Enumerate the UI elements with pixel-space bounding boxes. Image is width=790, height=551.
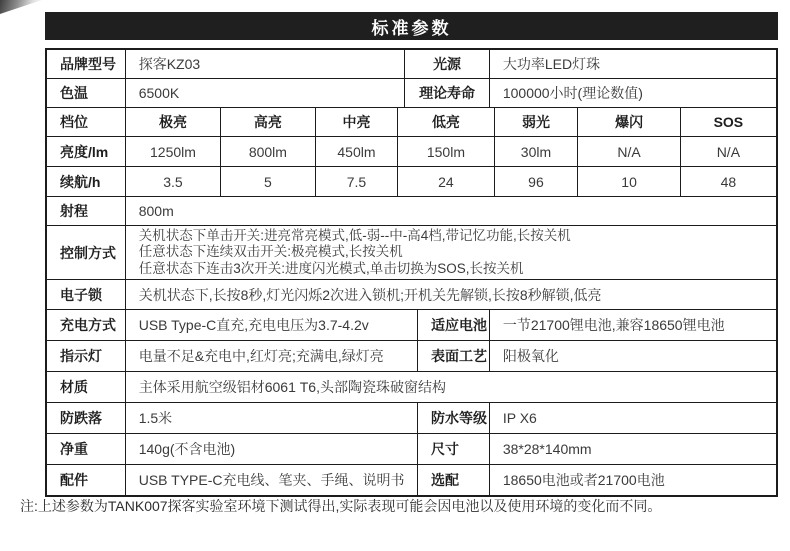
row-brand-and-source: [47, 50, 776, 79]
accessories-value: USB TYPE-C充电线、笔夹、手绳、说明书: [126, 465, 418, 495]
weight-value: 140g(不含电池): [126, 434, 418, 464]
modes-label: 档位: [47, 108, 126, 136]
mode-header-cell: SOS: [713, 114, 744, 130]
battery-label: 适应电池: [418, 310, 490, 340]
row-weight-and-size: [47, 434, 776, 465]
range-value: 800m: [138, 203, 174, 219]
row-drop-and-waterproof: [47, 403, 776, 434]
brightness-cell: 800lm: [221, 137, 315, 166]
brightness-cell: N/A: [716, 143, 741, 160]
runtime-cell: 7.5: [316, 167, 399, 196]
control-line-3: 任意状态下连击3次开关:进度闪光模式,单击切换为SOS,长按关机: [138, 260, 524, 276]
mode-header-cell: 高亮: [221, 108, 315, 136]
waterproof-value: IP X6: [502, 410, 537, 426]
brand-model-label: 品牌型号: [47, 50, 126, 78]
mode-header-cell: 弱光: [495, 108, 579, 136]
row-indicator-and-finish: [47, 341, 776, 372]
page-title: 标准参数: [371, 18, 452, 38]
weight-label: 净重: [47, 434, 126, 464]
optional-value: 18650电池或者21700电池: [502, 472, 665, 488]
row-control: [47, 226, 776, 280]
finish-value: 阳极氧化: [502, 348, 559, 364]
size-value: 38*28*140mm: [502, 441, 592, 457]
page-curl-decoration: [0, 0, 42, 14]
control-value: [126, 226, 776, 279]
spec-table: [45, 48, 778, 497]
indicator-value: 电量不足&充电中,红灯亮;充满电,绿灯亮: [126, 341, 418, 371]
brightness-cell: N/A: [578, 137, 680, 166]
lifespan-value: 100000小时(理论数值): [502, 85, 643, 101]
charge-label: 充电方式: [47, 310, 126, 340]
accessories-label: 配件: [47, 465, 126, 495]
brightness-cell: 1250lm: [126, 137, 221, 166]
control-label: 控制方式: [47, 226, 126, 279]
runtime-cell: 3.5: [126, 167, 221, 196]
row-lock: [47, 280, 776, 310]
row-runtime: [47, 167, 776, 197]
light-source-label: 光源: [405, 50, 490, 78]
color-temp-value: 6500K: [126, 79, 406, 107]
drop-value: 1.5米: [126, 403, 418, 433]
runtime-cell: 24: [398, 167, 494, 196]
battery-value: 一节21700锂电池,兼容18650锂电池: [502, 317, 725, 333]
row-charge-and-battery: [47, 310, 776, 341]
footer-note: 注:上述参数为TANK007探客实验室环境下测试得出,实际表现可能会因电池以及使用环境的变化而不同。: [20, 498, 662, 514]
runtime-label: 续航/h: [47, 167, 126, 196]
brightness-cell: 150lm: [398, 137, 494, 166]
runtime-cell: 5: [221, 167, 315, 196]
range-label: 射程: [47, 197, 126, 225]
brightness-cell: 30lm: [495, 137, 579, 166]
row-brightness: [47, 137, 776, 167]
drop-label: 防跌落: [47, 403, 126, 433]
indicator-label: 指示灯: [47, 341, 126, 371]
waterproof-label: 防水等级: [418, 403, 490, 433]
mode-header-cell: 中亮: [316, 108, 399, 136]
row-material: [47, 372, 776, 403]
row-range: [47, 197, 776, 226]
row-modes: [47, 108, 776, 137]
brightness-label: 亮度/lm: [47, 137, 126, 166]
lifespan-label: 理论寿命: [405, 79, 490, 107]
size-label: 尺寸: [418, 434, 490, 464]
lock-value: 关机状态下,长按8秒,灯光闪烁2次进入锁机;开机关先解锁,长按8秒解锁,低亮: [138, 286, 602, 303]
runtime-cell: 96: [495, 167, 579, 196]
finish-label: 表面工艺: [418, 341, 490, 371]
control-line-2: 任意状态下连续双击开关:极亮模式,长按关机: [138, 244, 403, 260]
mode-header-cell: 爆闪: [578, 108, 680, 136]
light-source-value: 大功率LED灯珠: [502, 56, 601, 72]
runtime-cell: 10: [578, 167, 680, 196]
lock-label: 电子锁: [47, 280, 126, 309]
charge-value: USB Type-C直充,充电电压为3.7-4.2v: [126, 310, 418, 340]
brand-model-value: 探客KZ03: [126, 50, 406, 78]
brightness-cell: 450lm: [316, 137, 399, 166]
mode-header-cell: 极亮: [126, 108, 221, 136]
title-bar: [45, 12, 778, 40]
row-accessories-and-optional: [47, 465, 776, 495]
control-line-1: 关机状态下单击开关:进亮常亮模式,低-弱--中-高4档,带记忆功能,长按关机: [138, 227, 571, 243]
color-temp-label: 色温: [47, 79, 126, 107]
material-value: 主体采用航空级铝材6061 T6,头部陶瓷珠破窗结构: [138, 379, 446, 395]
mode-header-cell: 低亮: [398, 108, 494, 136]
optional-label: 选配: [418, 465, 490, 495]
runtime-cell: 48: [720, 173, 737, 190]
row-temp-and-lifespan: [47, 79, 776, 108]
material-label: 材质: [47, 372, 126, 402]
